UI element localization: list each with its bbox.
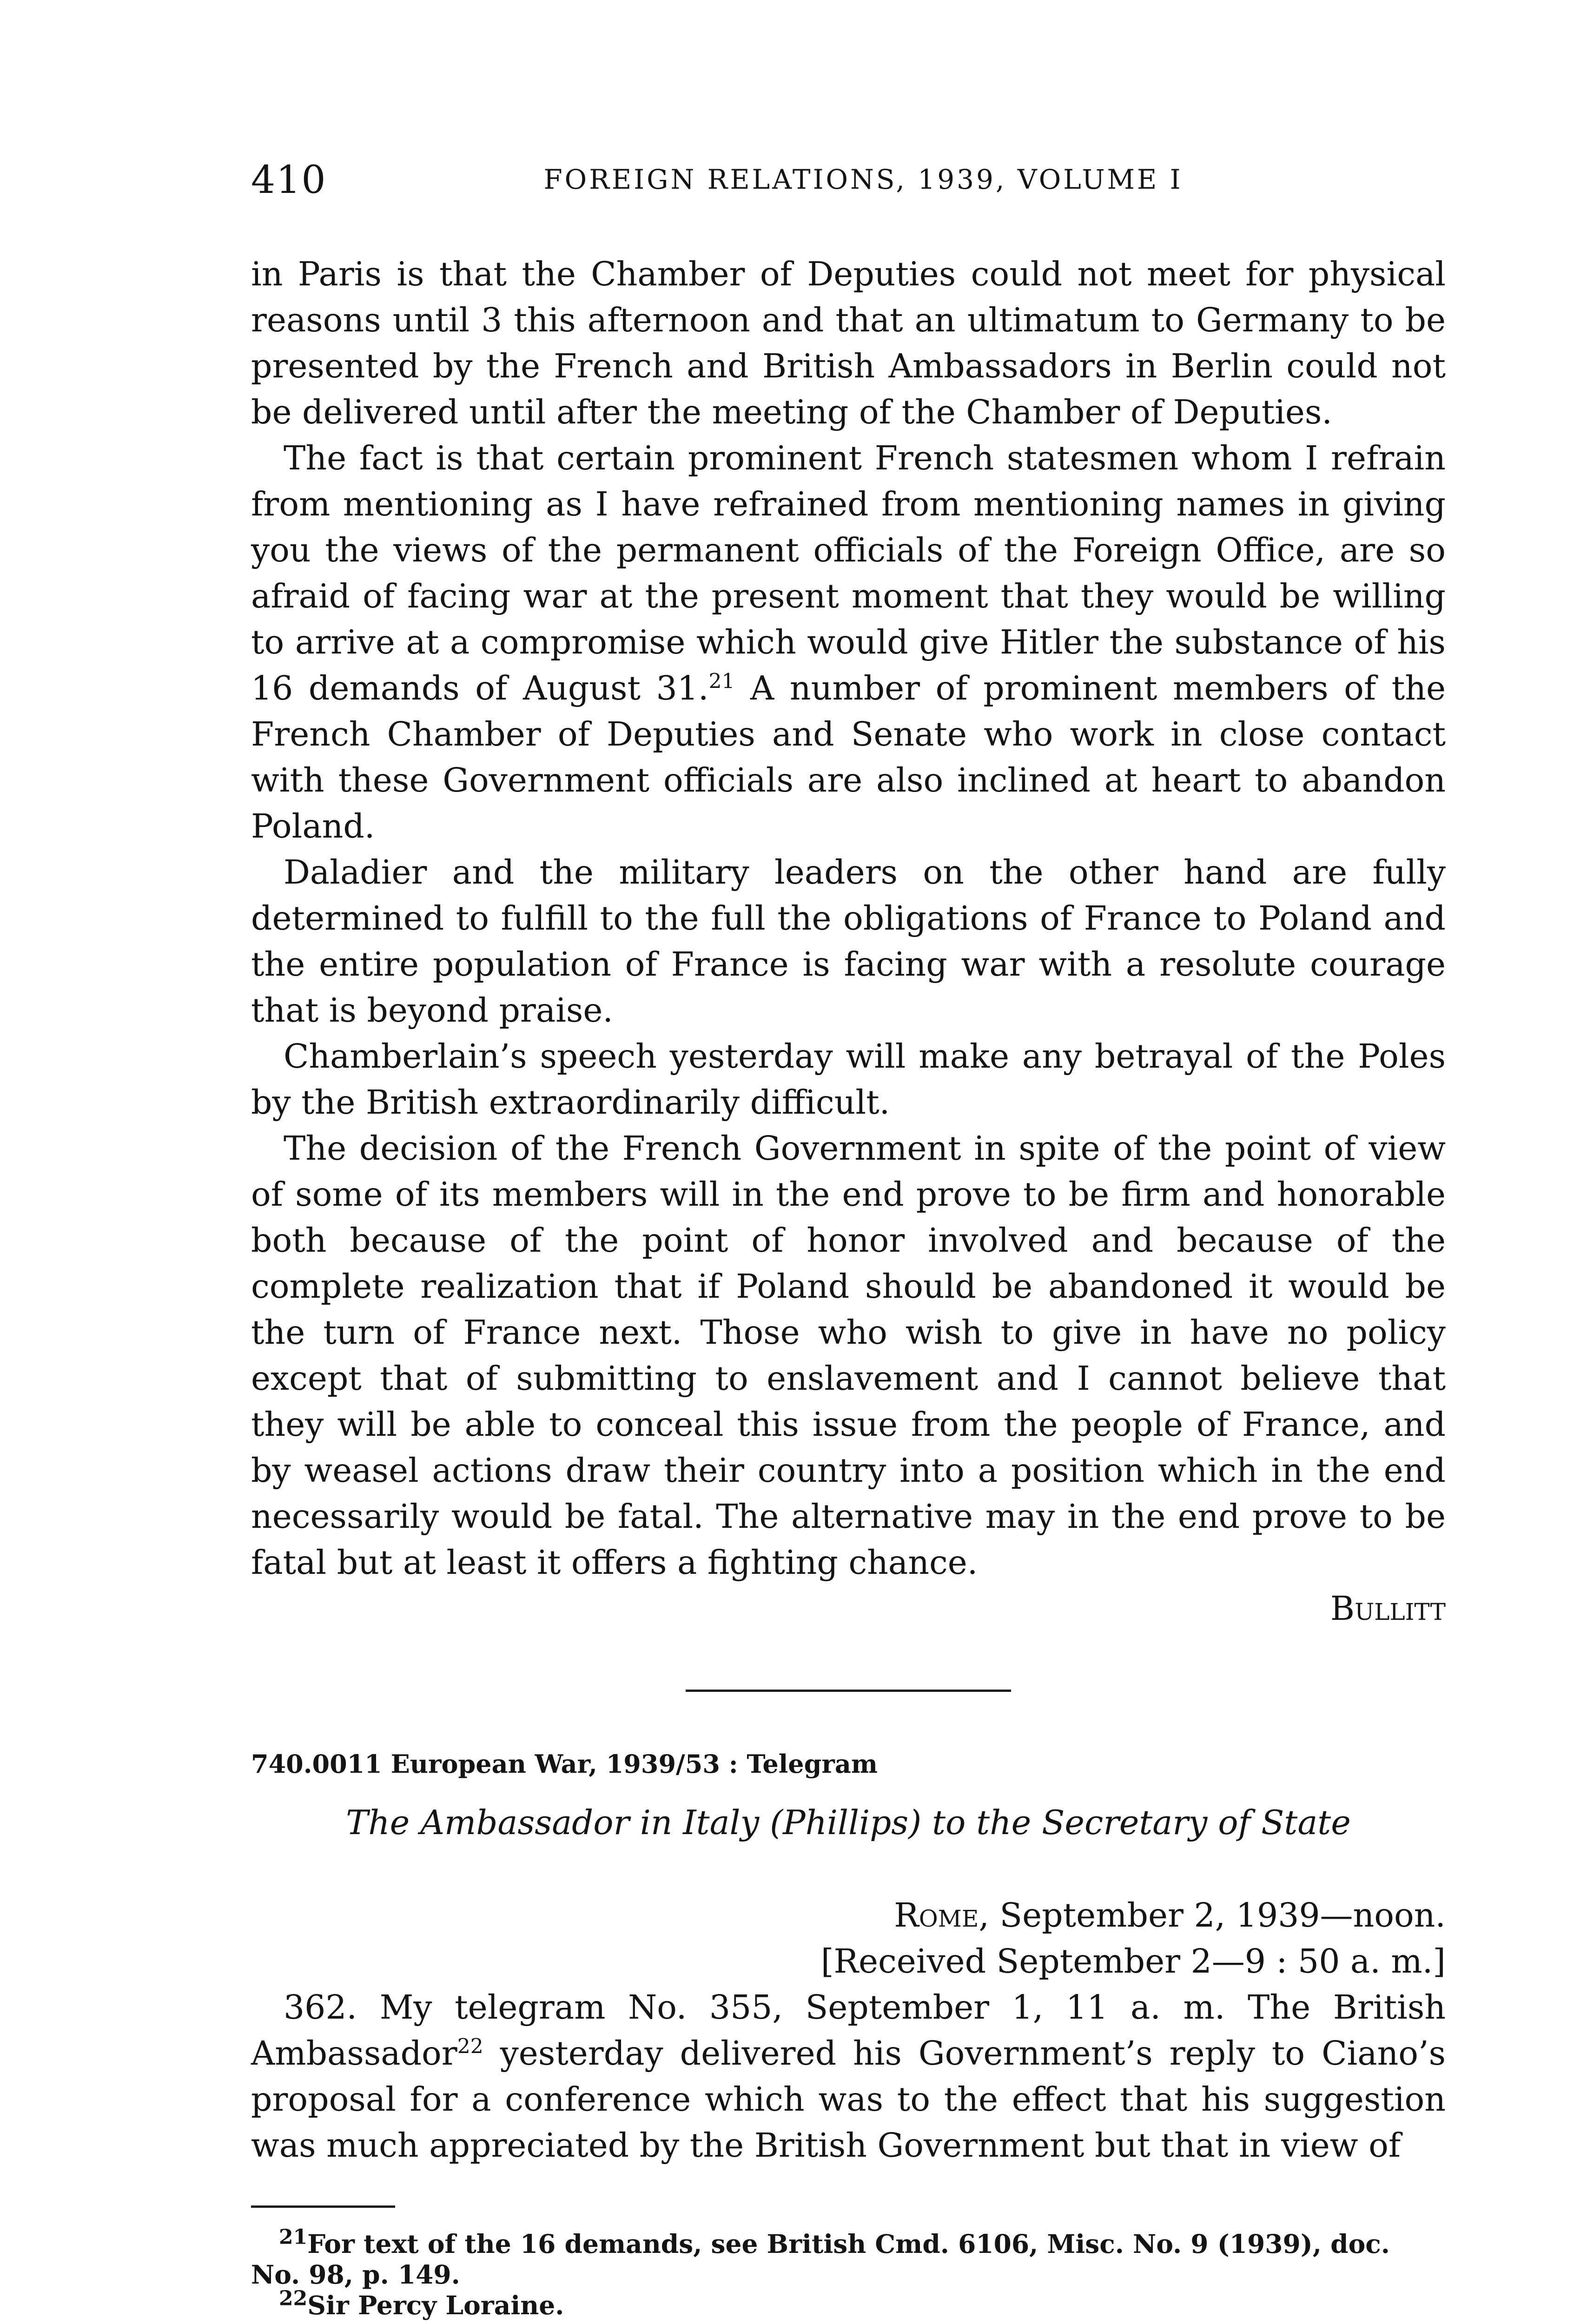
paragraph-2-continued: A number of prominent members of the French Chamber of Deputies and Senate who work in close contact with these Government officials are also inclined at heart to abandon Poland.	[251, 669, 1446, 845]
footnote-marker: 21	[279, 2225, 308, 2249]
telegram-text-rest: yesterday delivered his Government’s reply to Ciano’s proposal for a conference which was to the effect that his suggestion was much appreciated by the British Government but that in view of	[251, 2034, 1446, 2165]
footnote-marker: 22	[279, 2286, 308, 2311]
footnotes	[251, 2225, 1446, 2321]
dateline-date: , September 2, 1939—noon.	[979, 1896, 1446, 1934]
footnote-ref-22: 22	[457, 2034, 483, 2059]
signature-bullitt: Bullitt	[1330, 1589, 1446, 1628]
body-paragraph-5: The decision of the French Government in spite of the point of view of some of its members will in the end prove to be firm and honorable both because of the point of honor involved and because of the complete realization that if Poland should be abandoned it would be the turn of France next. Those who wish to give in have no policy except that of submitting to enslavement and I cannot believe that they will be able to conceal this issue from the people of France, and by weasel actions draw their country into a position which in the end necessarily would be fatal. The alternative may in the end prove to be fatal but at least it offers a fighting chance.	[251, 1129, 1446, 1582]
section-divider	[686, 1690, 1011, 1692]
body-paragraph-2	[251, 435, 1446, 849]
running-head: FOREIGN RELATIONS, 1939, VOLUME I	[543, 164, 1183, 195]
footnote-text: For text of the 16 demands, see British Cmd. 6106, Misc. No. 9 (1939), doc. No. 98, p. 149.	[251, 2229, 1390, 2290]
document-title: The Ambassador in Italy (Phillips) to the Secretary of State	[346, 1803, 1351, 1842]
dateline	[251, 1892, 1446, 1938]
footnote-text: Sir Percy Loraine.	[307, 2290, 564, 2320]
file-reference: 740.0011 European War, 1939/53 : Telegram	[251, 1749, 878, 1779]
dateline-place: Rome	[894, 1896, 979, 1934]
footnote-22	[251, 2286, 1446, 2321]
body-paragraph-3: Daladier and the military leaders on the other hand are fully determined to fulfill to the full the obligations of France to Poland and the entire population of France is facing war with a resolute courage that is beyond praise.	[251, 853, 1446, 1030]
footnote-rule	[251, 2205, 395, 2208]
page-body	[251, 251, 1446, 2168]
page-number: 410	[251, 158, 327, 202]
page-header	[251, 158, 1429, 214]
received-line: [Received September 2—9 : 50 a. m.]	[820, 1942, 1446, 1981]
footnote-ref-21: 21	[708, 669, 735, 693]
telegram-paragraph	[251, 1984, 1446, 2168]
telegram-text-start: 362. My telegram No. 355, September 1, 11 a. m. The British Ambassador	[251, 1988, 1446, 2073]
paragraph-2-text: The fact is that certain prominent French statesmen whom I refrain from mentioning as I have refrained from mentioning names in giving you the views of the permanent officials of the Foreign Office, are so afraid of facing war at the present moment that they would be willing to arrive at a compromise which would give Hitler the substance of his 16 demands of August 31.	[251, 439, 1446, 707]
body-paragraph-1: in Paris is that the Chamber of Deputies could not meet for physical reasons until 3 this afternoon and that an ultimatum to Germany to be presented by the French and British Ambassadors in Berlin could not be delivered until after the meeting of the Chamber of Deputies.	[251, 255, 1446, 431]
body-paragraph-4: Chamberlain’s speech yesterday will make any betrayal of the Poles by the British extraordinarily difficult.	[251, 1037, 1446, 1122]
footnote-21	[251, 2225, 1446, 2290]
